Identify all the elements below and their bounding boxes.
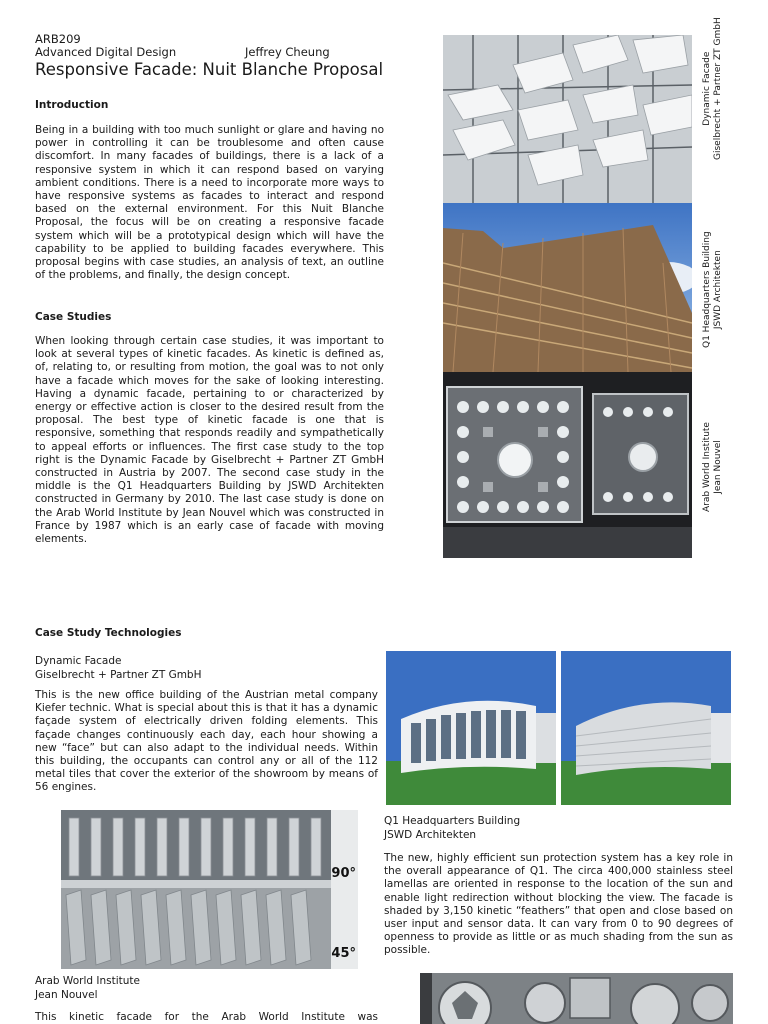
- caption-q1-building-architect: JSWD Architekten: [713, 250, 723, 330]
- arab-title: Arab World Institute: [35, 975, 140, 987]
- q1-subtitle: JSWD Architekten: [384, 829, 477, 841]
- caption-q1-building-name: Q1 Headquarters Building: [702, 231, 712, 348]
- q1-body: The new, highly efficient sun protection system has a key role in the overall appearance of Q1. The circa 400,000 stainless steel lamellas are oriented in response to the location of the sun and enable light redirection without blocking the view. The facade is shaded by 3,150 kinetic “feathers” that open and close based on user input and sensor data. It can vary from 0 to 90 degrees of openness to provide as little or as much shading from the sun as possible.: [384, 852, 733, 957]
- case-studies-heading: Case Studies: [35, 311, 112, 323]
- caption-arab-world-institute-name: Arab World Institute: [702, 422, 712, 512]
- q1-photo-open: [386, 651, 556, 805]
- dynamic-facade-photo: [443, 35, 692, 203]
- introduction-body: Being in a building with too much sunlight or glare and having no power in controlling it can be troublesome and often cause discomfort. In many facades of buildings, there is a lack of a responsive system in which it can respond based on varying ambient conditions. There is a need to incorporate more ways to have responsive systems as facades to interact and respond based on the external environment. For this Nuit Blanche Proposal, the focus will be on creating a responsive facade system which will be a prototypical design which will have the capability to be applied to building facades everywhere. This proposal begins with case studies, an analysis of text, an outline of the problems, and finally, the design concept.: [35, 124, 384, 282]
- case-studies-body: When looking through certain case studies, it was important to look at several types of kinetic facades. As kinetic is defined as, of, relating to, or resulting from motion, the goal was to not only have a facade which moves for the sake of looking interesting. Having a dynamic facade, pertaining to or characterized by energy or effective action is closer to the desired result from the proposal. The best type of kinetic facade is one that is responsive, something that responds readily and sympathetically to appeal efforts or influences. The first case study to the top right is the Dynamic Facade by Giselbrecht + Partner ZT GmbH constructed in Austria by 2007. The second case study in the middle is the Q1 Headquarters Building by JSWD Architekten constructed in Germany by 2010. The last case study is done on the Arab World Institute by Jean Nouvel which was constructed in France by 1987 which is an early case of facade with moving elements.: [35, 335, 384, 546]
- course-code: ARB209: [35, 32, 81, 46]
- caption-arab-world-institute: [702, 422, 724, 512]
- dynamic-facade-body: This is the new office building of the Austrian metal company Kiefer technic. What is special about this is that it has a dynamic façade system of electrically driven folding elements. This façade changes continuously each day, each hour showing a new “face” but can also adapt to the individual needs. Within this building, the occupants can control any or all of the 112 metal tiles that cover the exterior of the showroom by means of 56 engines.: [35, 689, 378, 794]
- arab-mechanism-photo: [420, 973, 733, 1024]
- caption-dynamic-facade: [702, 17, 724, 160]
- introduction-heading: Introduction: [35, 99, 109, 111]
- angle-90-label: 90°: [331, 866, 356, 881]
- arab-body: This kinetic facade for the Arab World Institute was: [35, 1011, 378, 1023]
- angle-45-label: 45°: [331, 946, 356, 961]
- technologies-heading: Case Study Technologies: [35, 627, 182, 639]
- arab-subtitle: Jean Nouvel: [35, 989, 98, 1001]
- caption-dynamic-facade-name: Dynamic Facade: [702, 51, 712, 126]
- dynamic-facade-subtitle: Giselbrecht + Partner ZT GmbH: [35, 669, 202, 681]
- page-title: Responsive Facade: Nuit Blanche Proposal: [35, 60, 384, 79]
- arab-world-institute-photo: [443, 372, 692, 558]
- q1-title: Q1 Headquarters Building: [384, 815, 521, 827]
- louver-angles-photo: [61, 810, 358, 969]
- caption-q1-building: [702, 231, 724, 348]
- course-name: Advanced Digital Design: [35, 45, 177, 59]
- caption-dynamic-facade-architect: Giselbrecht + Partner ZT GmbH: [713, 17, 723, 160]
- q1-photo-closed: [561, 651, 731, 805]
- author-name: Jeffrey Cheung: [245, 45, 330, 59]
- dynamic-facade-title: Dynamic Facade: [35, 655, 122, 667]
- caption-arab-world-institute-architect: Jean Nouvel: [713, 440, 723, 494]
- q1-building-photo: [443, 203, 692, 372]
